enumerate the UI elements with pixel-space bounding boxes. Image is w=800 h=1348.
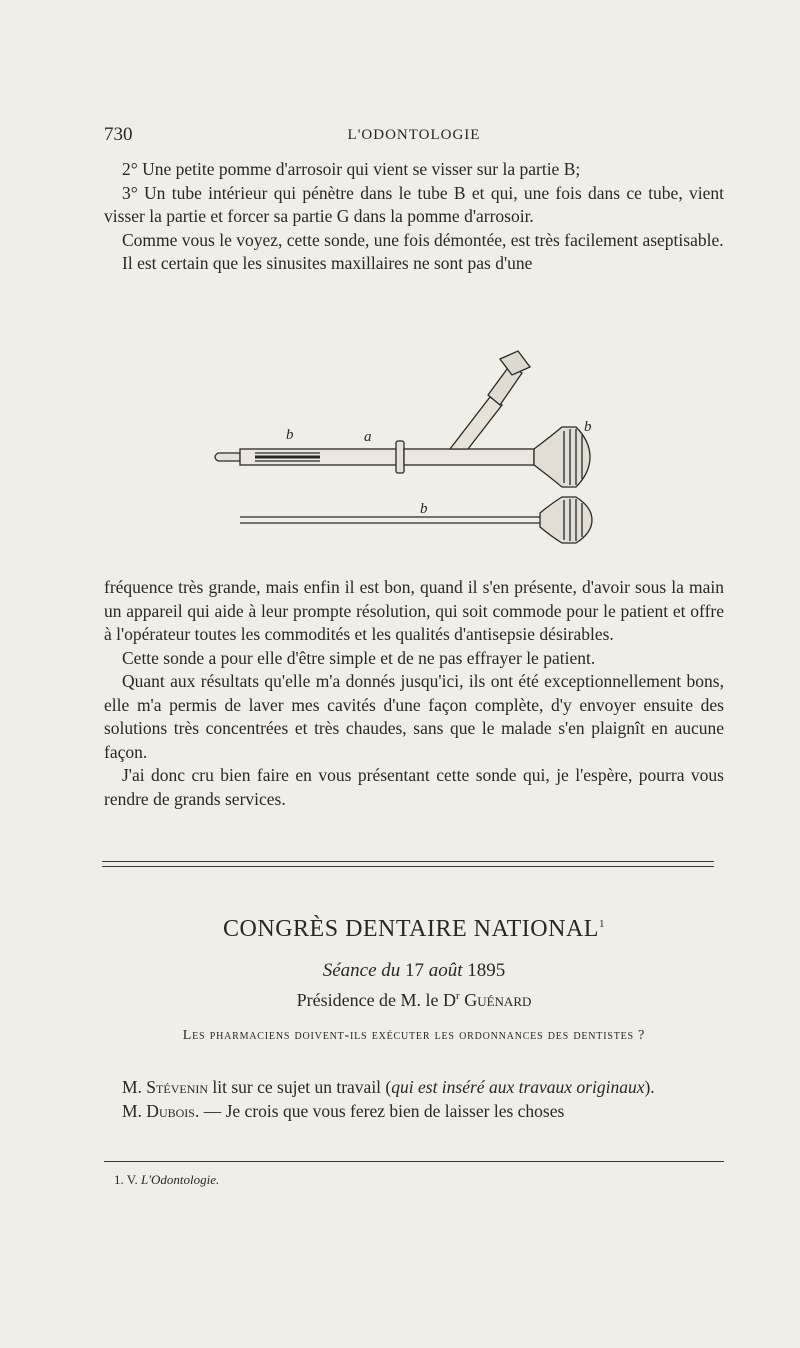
seance-day: 17 <box>405 960 425 981</box>
label-a: a <box>364 429 372 445</box>
footnote-source: L'Odontologie. <box>140 1172 220 1187</box>
paragraph: Il est certain que les sinusites maxillaires ne sont pas d'une <box>122 253 533 273</box>
label-b-right: b <box>584 419 592 435</box>
seance-prefix: Séance du <box>322 960 401 981</box>
running-title: L'ODONTOLOGIE <box>347 127 481 143</box>
footnote-number: 1. V. <box>114 1172 138 1187</box>
page-number: 730 <box>104 124 133 145</box>
president-name: Guénard <box>464 990 532 1010</box>
paragraph: Quant aux résultats qu'elle m'a donnés jusqu'ici, ils ont été exceptionnellement bons, elle m'a permis de laver mes cavités d'une façon complète, d'y envoyer ensuite des solutions très concentrées et très chaudes, sans que le malade s'en plaignît en aucune façon. <box>104 671 724 762</box>
footnote-rule <box>104 1161 724 1162</box>
footnote-marker: 1 <box>598 918 605 930</box>
footnote <box>114 1172 219 1188</box>
label-b-left: b <box>286 427 294 443</box>
section-title <box>104 916 724 943</box>
paragraph-text: — Je crois que vous ferez bien de laisser les choses <box>199 1100 565 1121</box>
text-block-middle <box>104 576 724 811</box>
sonde-illustration <box>200 345 610 565</box>
discussion-question: Les pharmaciens doivent-ils exécuter les ordonnances des dentistes ? <box>182 1028 646 1043</box>
presidence-text: Présidence de M. le D <box>296 990 457 1010</box>
paragraph: J'ai donc cru bien faire en vous présentant cette sonde qui, je l'espère, pourra vous rendre de grands services. <box>104 765 724 809</box>
paragraph-italic: qui est inséré aux travaux originaux <box>391 1077 645 1097</box>
paragraph: fréquence très grande, mais enfin il est bon, quand il s'en présente, d'avoir sous la main un appareil qui aide à leur prompte résolution, qui soit commode pour le patient et offre à l'opérateur toutes les commodités et les qualités d'antisepsie désirables. <box>104 577 724 644</box>
seance-line <box>104 960 724 982</box>
paragraph: Cette sonde a pour elle d'être simple et de ne pas effrayer le patient. <box>122 647 596 668</box>
section-divider-bottom <box>102 866 714 867</box>
text-block-bottom <box>104 1076 724 1123</box>
section-title-text: CONGRÈS DENTAIRE NATIONAL <box>223 916 599 942</box>
paragraph-text: lit sur ce sujet un travail ( <box>208 1077 392 1097</box>
section-divider-top <box>102 861 714 862</box>
seance-year: 1895 <box>467 960 506 981</box>
text-block-top <box>104 158 724 276</box>
paragraph: 2° Une petite pomme d'arrosoir qui vient se visser sur la partie B; <box>122 159 581 179</box>
paragraph <box>104 1076 724 1100</box>
presidence-line <box>104 990 724 1011</box>
presidence-sup: r <box>456 990 460 1002</box>
speaker-name: M. Dubois. <box>122 1100 200 1121</box>
speaker-name: M. Stévenin <box>122 1077 209 1097</box>
label-b-lower: b <box>420 501 428 517</box>
paragraph <box>104 1100 724 1124</box>
page-header <box>104 124 724 150</box>
paragraph: 3° Un tube intérieur qui pénètre dans le tube B et qui, une fois dans ce tube, vient visser la partie et forcer sa partie G dans la pomme d'arrosoir. <box>104 182 724 226</box>
paragraph-text-end: ). <box>644 1077 655 1097</box>
paragraph: Comme vous le voyez, cette sonde, une fois démontée, est très facilement aseptisable. <box>122 229 724 250</box>
seance-month: août <box>428 960 463 981</box>
